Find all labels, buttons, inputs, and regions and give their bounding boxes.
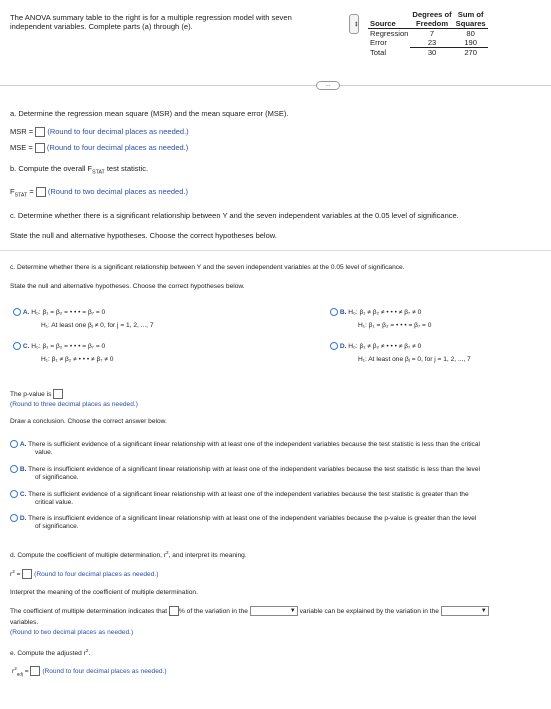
hypothesis-option-d-h1: H₁: At least one βⱼ = 0, for j = 1, 2, ..., 7 xyxy=(358,356,471,363)
row-ss: 270 xyxy=(464,48,477,57)
radio-button[interactable] xyxy=(330,342,338,350)
r2-row: $r^2$ = (Round to four decimal places as needed.) xyxy=(10,569,159,579)
part-a-question: a. Determine the regression mean square (MSR) and the mean square error (MSE). xyxy=(10,109,289,118)
conclusion-option-d-cont: of significance. xyxy=(35,523,79,530)
radio-button[interactable] xyxy=(13,308,21,316)
conclusion-option-a[interactable]: A. There is sufficient evidence of a significant linear relationship with at least one of the independent variables because the test statistic is less than the critical xyxy=(10,440,545,449)
interpret-sentence: The coefficient of multiple determination indicates that % of the variation in the ▼ variable can be explained by the variation in the ▼ xyxy=(10,607,487,615)
part-d-question: d. Compute the coefficient of multiple determination, $r^2$, and interpret its meaning. xyxy=(10,550,247,560)
pvalue-hint: (Round to three decimal places as needed.) xyxy=(10,401,138,408)
row-source: Total xyxy=(370,47,387,57)
conclusion-prompt: Draw a conclusion. Choose the correct answer below. xyxy=(10,418,167,425)
part-c-question: c. Determine whether there is a significant relationship between Y and the seven independent variables at the 0.05 level of significance. xyxy=(10,211,459,220)
dropdown-arrow-icon: ▼ xyxy=(289,608,296,614)
pvalue-row: The p-value is xyxy=(10,389,63,399)
ss-header-bottom: Squares xyxy=(455,19,486,28)
dropdown-arrow-icon: ▼ xyxy=(480,608,487,614)
interpret-sentence-end: variables. xyxy=(10,619,39,626)
dependent-variable-dropdown[interactable] xyxy=(250,606,298,616)
independent-variable-dropdown[interactable] xyxy=(441,606,489,616)
adjusted-r2-input[interactable] xyxy=(30,666,40,676)
radio-button[interactable] xyxy=(10,514,18,522)
data-panel-toggle-button[interactable] xyxy=(349,14,359,34)
row-df: 7 xyxy=(429,29,435,38)
mse-input[interactable] xyxy=(35,143,45,153)
anova-table xyxy=(368,10,488,57)
part-c-instruction: State the null and alternative hypotheses. Choose the correct hypotheses below. xyxy=(10,231,277,240)
radio-button[interactable] xyxy=(10,490,18,498)
table-row xyxy=(368,29,488,39)
expand-button[interactable]: ... xyxy=(316,81,340,90)
hypothesis-option-a[interactable]: A. H₀: β₁ = β₂ = • • • = β₇ = 0 xyxy=(13,308,105,317)
hypothesis-option-d[interactable]: D. H₀: β₁ ≠ β₂ ≠ • • • ≠ β₇ ≠ 0 xyxy=(330,342,421,351)
fstat-row: $F_{STAT}$ = (Round to two decimal places as needed.) xyxy=(10,187,188,199)
fstat-input[interactable] xyxy=(36,187,46,197)
more-icon: ••• xyxy=(351,21,358,27)
conclusion-option-a-cont: value. xyxy=(35,449,53,456)
conclusion-option-d[interactable]: D. There is insufficient evidence of a significant linear relationship with at least one of the independent variables because the p-value is greater than the level xyxy=(10,514,545,523)
row-ss: 190 xyxy=(454,38,488,48)
adjusted-r2-row: $r^2_{adj}$ = (Round to four decimal places as needed.) xyxy=(12,666,167,677)
row-source: Error xyxy=(370,38,387,48)
row-df: 30 xyxy=(427,48,437,57)
interpret-prompt: Interpret the meaning of the coefficient of multiple determination. xyxy=(10,589,198,596)
adjusted-r2-hint: (Round to four decimal places as needed.) xyxy=(42,668,167,676)
radio-button[interactable] xyxy=(10,440,18,448)
conclusion-option-c[interactable]: C. There is sufficient evidence of a significant linear relationship with at least one of the independent variables because the test statistic is greater than the xyxy=(10,490,545,499)
radio-button[interactable] xyxy=(10,465,18,473)
df-header-bottom: Freedom xyxy=(410,19,453,29)
msr-row xyxy=(10,127,189,137)
msr-input[interactable] xyxy=(35,127,45,137)
hypothesis-option-c[interactable]: C. H₀: β₁ = β₂ = • • • = β₇ = 0 xyxy=(13,342,105,351)
table-row xyxy=(368,48,488,58)
conclusion-option-b-cont: of significance. xyxy=(35,474,79,481)
hypothesis-option-a-h1: H₁: At least one βⱼ ≠ 0, for j = 1, 2, ..., 7 xyxy=(41,322,154,329)
hypothesis-option-c-h1: H₁: β₁ ≠ β₂ ≠ • • • ≠ β₇ ≠ 0 xyxy=(41,356,114,363)
r2-input[interactable] xyxy=(22,569,32,579)
fstat-hint: (Round to two decimal places as needed.) xyxy=(47,187,188,196)
msr-label: MSR = xyxy=(10,127,34,136)
hypothesis-option-b-h1: H₁: β₁ = β₂ = • • • = β₇ = 0 xyxy=(358,322,432,329)
percent-hint: (Round to two decimal places as needed.) xyxy=(10,629,134,636)
r2-hint: (Round to four decimal places as needed.) xyxy=(34,571,159,579)
table-row xyxy=(368,38,488,48)
row-ss: 80 xyxy=(466,29,475,38)
section-separator xyxy=(0,250,551,251)
df-header-top: Degrees of xyxy=(412,10,452,19)
part-e-question: e. Compute the adjusted $r^2$. xyxy=(10,648,91,658)
part-c-question-repeat: c. Determine whether there is a significant relationship between Y and the seven independent variables at the 0.05 level of significance. xyxy=(10,264,405,271)
radio-button[interactable] xyxy=(13,342,21,350)
mse-hint: (Round to four decimal places as needed.) xyxy=(46,143,189,152)
percent-input[interactable] xyxy=(169,606,179,616)
problem-intro: The ANOVA summary table to the right is for a multiple regression model with seven independent variables. Complete parts (a) through (e). xyxy=(10,13,292,32)
part-b-question: b. Compute the overall $F_{STAT}$ test statistic. xyxy=(10,164,149,176)
conclusion-option-c-cont: critical value. xyxy=(35,499,74,506)
source-header: Source xyxy=(368,19,410,29)
part-c-instruction-repeat: State the null and alternative hypotheses. Choose the correct hypotheses below. xyxy=(10,283,245,290)
conclusion-option-b[interactable]: B. There is insufficient evidence of a significant linear relationship with at least one of the independent variables because the test statistic is less than the level xyxy=(10,465,545,474)
radio-button[interactable] xyxy=(330,308,338,316)
section-divider xyxy=(0,85,551,86)
mse-row xyxy=(10,143,188,153)
msr-hint: (Round to four decimal places as needed.) xyxy=(47,127,189,136)
hypothesis-option-b[interactable]: B. H₀: β₁ ≠ β₂ ≠ • • • ≠ β₇ ≠ 0 xyxy=(330,308,421,317)
mse-label: MSE = xyxy=(10,143,33,152)
row-source: Regression xyxy=(370,29,409,38)
pvalue-input[interactable] xyxy=(53,389,63,399)
ss-header-top: Sum of xyxy=(457,10,484,19)
row-df: 23 xyxy=(410,38,453,48)
